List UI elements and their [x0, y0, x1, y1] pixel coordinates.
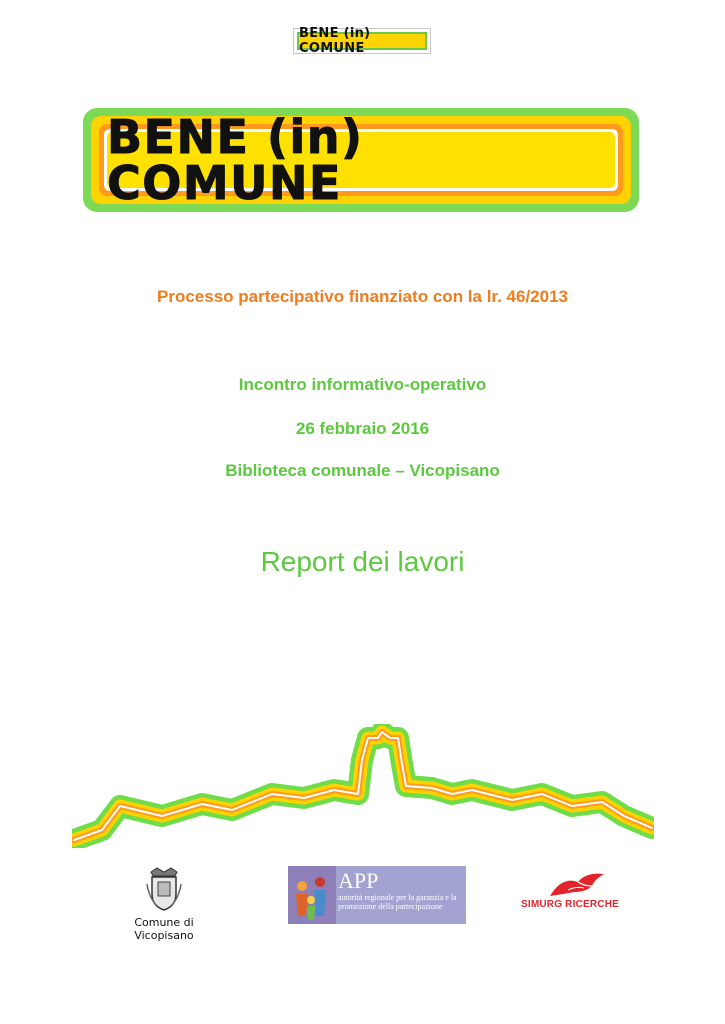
event-place: Biblioteca comunale – Vicopisano [225, 461, 500, 480]
logo-band-center [107, 110, 615, 210]
header-logo-frame [297, 26, 427, 56]
header-logo-text: BENE (in) COMUNE [299, 26, 371, 56]
app-logo [288, 866, 466, 924]
app-name: autorità regionale per la garanzia e la promozione della partecipazione [338, 893, 457, 911]
people-icon [288, 866, 336, 924]
comune-logo [104, 862, 224, 942]
coat-of-arms-icon [145, 862, 183, 912]
subtitle: Processo partecipativo finanziato con la lr. 46/2013 [157, 287, 568, 306]
main-logo-text: BENE (in) COMUNE [107, 110, 364, 210]
comune-label: Comune di Vicopisano [134, 916, 194, 942]
event-type: Incontro informativo-operativo [238, 375, 487, 394]
doc-title: Report dei lavori [260, 546, 465, 577]
header-logo [293, 28, 431, 54]
simurg-label: SIMURG RICERCHE [520, 899, 619, 910]
skyline-illustration [72, 724, 654, 848]
event-date: 26 febbraio 2016 [295, 419, 430, 438]
bird-icon [548, 870, 608, 900]
simurg-logo [518, 870, 622, 916]
main-logo [83, 108, 639, 212]
app-acronym: APP [338, 868, 379, 893]
